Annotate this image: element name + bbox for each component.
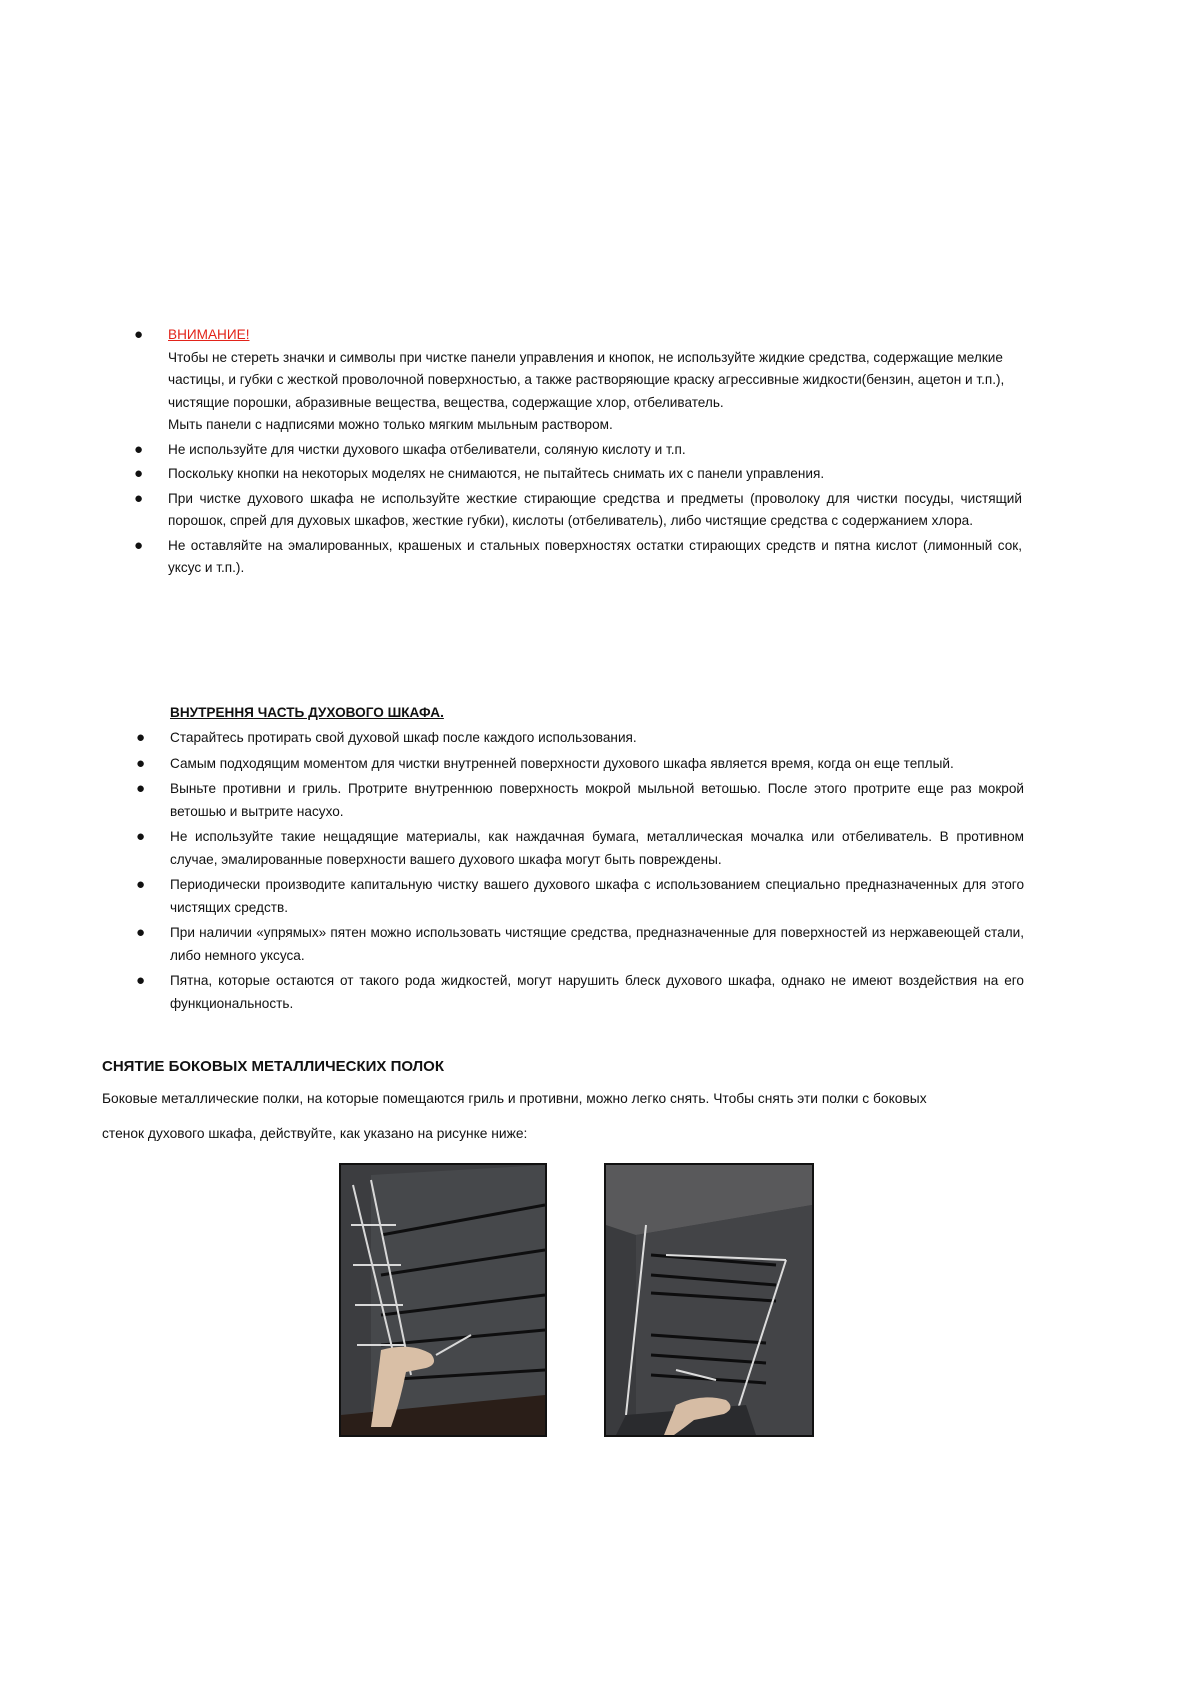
list-item-text: Выньте противни и гриль. Протрите внутреннюю поверхность мокрой мыльной ветошью. После этого протрите еще раз мокрой ветошью и вытрите насухо. (170, 781, 1024, 819)
list-item (136, 753, 1024, 776)
bullet-icon: ● (136, 729, 146, 746)
list-item (134, 488, 1022, 533)
cleaning-warnings-list (134, 324, 1022, 582)
list-item (136, 922, 1024, 967)
shelves-body-line-1: Боковые металлические полки, на которые помещаются гриль и противни, можно легко снять. Чтобы снять эти полки с боковых (102, 1091, 927, 1106)
list-item (136, 826, 1024, 871)
list-item (134, 463, 1022, 486)
list-item-text: Не оставляйте на эмалированных, крашеных и стальных поверхностях остатки стирающих средств и пятна кислот (лимонный сок, уксус и т.п.). (168, 537, 1022, 575)
list-item-text: Поскольку кнопки на некоторых моделях не снимаются, не пытайтесь снимать их с панели управления. (168, 466, 825, 481)
bullet-icon: ● (134, 536, 144, 554)
bullet-icon: ● (136, 754, 146, 772)
list-item-text: Самым подходящим моментом для чистки внутренней поверхности духового шкафа является время, когда он еще теплый. (170, 755, 954, 771)
bullet-icon: ● (136, 924, 146, 941)
bullet-icon: ● (136, 828, 146, 845)
bullet-icon: ● (136, 780, 146, 797)
warning-text: Чтобы не стереть значки и символы при чистке панели управления и кнопок, не используйте жидкие средства, содержащие мелкие частицы, и губки с жесткой проволочной поверхностью, а также растворяющие краску агрессивные жидкости(бензин, ацетон и т.п.), чистящие порошки, абразивные вещества, вещества, содержащие хлор, отбеливатель. (168, 349, 1005, 410)
list-item (136, 778, 1024, 823)
list-item (134, 535, 1022, 580)
bullet-icon: ● (136, 876, 146, 893)
bullet-icon: ● (134, 326, 144, 343)
oven-shelf-photo-right-image (606, 1165, 812, 1435)
bullet-icon: ● (134, 465, 144, 482)
list-item (134, 324, 1022, 437)
oven-shelf-photo-left-image (341, 1165, 545, 1435)
list-item (136, 970, 1024, 1015)
warning-note: Мыть панели с надписями можно только мягким мыльным раствором. (168, 417, 613, 432)
oven-interior-list (136, 727, 1024, 1018)
shelves-section-title: СНЯТИЕ БОКОВЫХ МЕТАЛЛИЧЕСКИХ ПОЛОК (102, 1058, 444, 1075)
list-item-text: Пятна, которые остаются от такого рода жидкостей, могут нарушить блеск духового шкафа, однако не имеют воздействия на его функциональность. (170, 973, 1024, 1011)
list-item (136, 874, 1024, 919)
list-item-text: При чистке духового шкафа не используйте жесткие стирающие средства и предметы (проволоку для чистки посуды, чистящий порошок, спрей для духовых шкафов, жесткие губки), кислоты (отбеливатель), либо чистящие средства с содержанием хлора. (168, 490, 1022, 528)
list-item-text: Не используйте для чистки духового шкафа отбеливатели, соляную кислоту и т.п. (168, 441, 686, 457)
list-item-text: Периодически производите капитальную чистку вашего духового шкафа с использованием специально предназначенных для этого чистящих средств. (170, 877, 1024, 915)
oven-shelf-photo-right (604, 1163, 814, 1437)
list-item (136, 727, 1024, 750)
warning-title: ВНИМАНИЕ! (168, 327, 250, 342)
list-item (134, 439, 1022, 462)
list-item-text: Старайтесь протирать свой духовой шкаф после каждого использования. (170, 730, 637, 745)
bullet-icon: ● (136, 972, 146, 989)
inner-section-title: ВНУТРЕННЯ ЧАСТЬ ДУХОВОГО ШКАФА. (170, 705, 444, 720)
list-item-text: При наличии «упрямых» пятен можно использовать чистящие средства, предназначенные для поверхностей из нержавеющей стали, либо немного уксуса. (170, 925, 1024, 963)
bullet-icon: ● (134, 440, 144, 458)
shelves-body-line-2: стенок духового шкафа, действуйте, как указано на рисунке ниже: (102, 1126, 528, 1141)
bullet-icon: ● (134, 489, 144, 507)
list-item-text: Не используйте такие нещадящие материалы, как наждачная бумага, металлическая мочалка или отбеливатель. В противном случае, эмалированные поверхности вашего духового шкафа могут быть повреждены. (170, 829, 1024, 867)
oven-shelf-photo-left (339, 1163, 547, 1437)
